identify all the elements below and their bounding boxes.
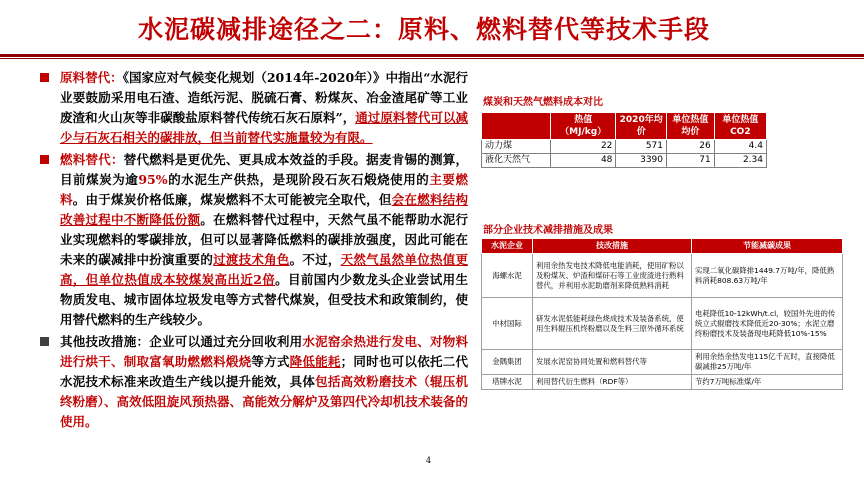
- page-title: 水泥碳减排途径之二：原料、燃料替代等技术手段: [138, 15, 711, 44]
- table-cell: 26: [667, 140, 715, 154]
- table-cell: 利用替代衍生燃料（RDF等）: [533, 375, 692, 390]
- company-measures-table: [481, 238, 843, 390]
- fuel-gas-cost: 天然气虽然单位热值更高，但单位热值成本较煤炭高出近2倍: [60, 252, 468, 287]
- fuel-main: 主要燃料: [60, 172, 468, 207]
- table-cell: 4.4: [714, 140, 766, 154]
- table-cell: 电耗降低10-12kWh/t.cl，较国外先进的传统立式辊磨技术降低近20-30%；水泥立磨终粉磨技术及装备现电耗降低10%-15%: [692, 298, 843, 350]
- fuel-transition: 过渡技术角色: [213, 252, 290, 267]
- table-header-row: [482, 239, 843, 254]
- fuel-text-3: 。由于煤炭价格低廉，煤炭燃料不太可能被完全取代，但: [72, 192, 392, 207]
- table-cell: 利用余热发电技术降低电能消耗，使用矿粉以及粉煤灰、炉渣和煤矸石等工业废渣进行熟料替代，并利用水泥助磨剂来降低熟料消耗: [533, 254, 692, 298]
- table-row: [482, 350, 843, 375]
- table-cell: 金隅集团: [482, 350, 533, 375]
- table-cell: 研发水泥低能耗绿色烧成技术及装备系统，使用生料辊压机终粉磨以及生料三原外循环系统: [533, 298, 692, 350]
- table-cell: 动力煤: [482, 140, 551, 154]
- table-cell: 3390: [616, 154, 667, 168]
- other-text-2: 等方式: [251, 354, 290, 369]
- square-bullet-icon: [40, 73, 49, 82]
- table-cell: 中材国际: [482, 298, 533, 350]
- table-cell: 571: [616, 140, 667, 154]
- paragraph-other: [40, 332, 468, 432]
- table-header: 2020年均价: [616, 113, 667, 140]
- label-other: 其他技改措施：: [60, 334, 150, 349]
- title-divider-thin: [0, 58, 864, 59]
- raw-material-text: 《国家应对气候变化规划（2014年-2020年）》中指出“水泥行业要鼓励采用电石渣、造纸污泥、脱硫石膏、粉煤灰、冶金渣尾矿等工业废渣和火山灰等非碳酸盐原料替代传统石灰石原料”，: [60, 70, 468, 125]
- label-raw-material: 原料替代：: [60, 70, 123, 85]
- table-cell: 71: [667, 154, 715, 168]
- table-header-row: [482, 113, 767, 140]
- fuel-cost-table: [481, 112, 767, 168]
- table-row: [482, 140, 767, 154]
- fuel-text-5: 。不过，: [289, 252, 341, 267]
- other-energy-saving: 降低能耗: [289, 354, 341, 369]
- table-row: [482, 154, 767, 168]
- table-cell: 发展水泥窑协同处置和燃料替代等: [533, 350, 692, 375]
- table-cell: 塔牌水泥: [482, 375, 533, 390]
- other-tech: 包括高效粉磨技术（辊压机终粉磨）、高效低阻旋风预热器、高能效分解炉及第四代冷却机技术装备的使用。: [60, 374, 468, 429]
- table-cell: 利用余热余热发电115亿千瓦时，直接降低碳减排25万吨/年: [692, 350, 843, 375]
- table-cell: 48: [551, 154, 616, 168]
- table-cell: 海螺水泥: [482, 254, 533, 298]
- other-text-1: 企业可以通过充分回收利用: [149, 334, 303, 349]
- paragraph-raw-material: [40, 68, 468, 148]
- table-header: 技改措施: [533, 239, 692, 254]
- fuel-text-6: 。目前国内少数龙头企业尝试用生物质发电、城市固体垃圾发电等方式替代煤炭，但受技术和政策制约，使用替代燃料的生产线较少。: [60, 272, 468, 327]
- table-row: [482, 375, 843, 390]
- fuel-text-2: 的水泥生产供热，是现阶段石灰石煅烧使用的: [167, 172, 430, 187]
- title-divider: [0, 54, 864, 57]
- square-bullet-icon: [40, 155, 49, 164]
- table-header: 热值（MJ/kg）: [551, 113, 616, 140]
- table-cell: 液化天然气: [482, 154, 551, 168]
- table-header: [482, 113, 551, 140]
- table-cell: 实现二氧化碳降排1449.7万吨/年，降低熟料消耗808.63万吨/年: [692, 254, 843, 298]
- table-cell: 节约7万吨标准煤/年: [692, 375, 843, 390]
- fuel-text-4: 。在燃料替代过程中，天然气虽不能帮助水泥行业实现燃料的零碳排放，但可以显著降低燃料的碳排放强度，因此可能在未来的碳减排中扮演重要的: [60, 212, 468, 267]
- fuel-decline: 会在燃料结构改善过程中不断降低份额: [60, 192, 468, 227]
- table-row: [482, 254, 843, 298]
- fuel-pct: 95%: [138, 172, 168, 187]
- paragraph-fuel: [40, 150, 468, 330]
- other-waste-heat: 水泥窑余热进行发电、对物料进行烘干、制取富氧助燃燃料煅烧: [60, 334, 468, 369]
- label-fuel: 燃料替代：: [60, 152, 124, 167]
- fuel-text-1: 替代燃料是更优先、更具成本效益的手段。据麦肯锡的测算，目前煤炭为逾: [60, 152, 468, 187]
- table-header: 单位热值均价: [667, 113, 715, 140]
- other-text-3: ；同时也可以依托二代水泥技术标准来改造生产线以提升能效，具体: [60, 354, 468, 389]
- left-text-column: [40, 68, 468, 434]
- table2-title: 部分企业技术减排措施及成果: [483, 225, 613, 236]
- table1-title: 煤炭和天然气燃料成本对比: [483, 97, 603, 108]
- raw-material-emphasis: 通过原料替代可以减少与石灰石相关的碳排放，但当前替代实施量较为有限。: [60, 110, 468, 145]
- table-cell: 2.34: [714, 154, 766, 168]
- table-header: 单位热值CO2: [714, 113, 766, 140]
- table-cell: 22: [551, 140, 616, 154]
- table-header: 节能减碳成果: [692, 239, 843, 254]
- page-number: 4: [426, 456, 432, 465]
- table-row: [482, 298, 843, 350]
- square-bullet-icon: [40, 337, 49, 346]
- table-header: 水泥企业: [482, 239, 533, 254]
